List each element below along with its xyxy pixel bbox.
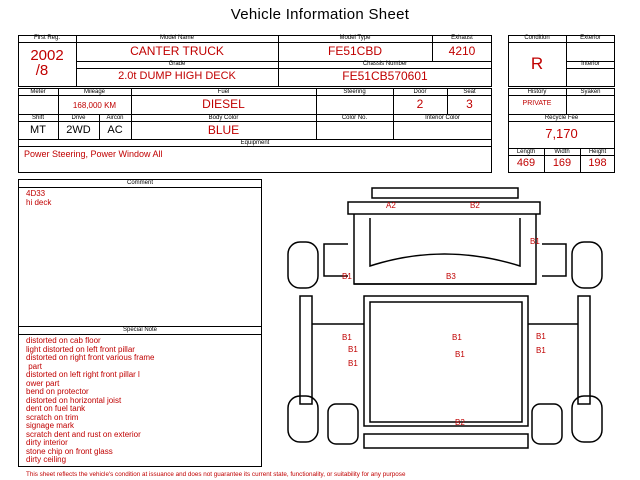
meter-label: Meter: [30, 89, 46, 95]
front-grille: [348, 202, 540, 214]
length-label: Length: [516, 149, 536, 155]
damage-mark: B1: [452, 333, 462, 342]
special-note-line: stone chip on front glass: [26, 446, 113, 456]
damage-mark: B3: [446, 272, 456, 281]
right-mirror: [542, 244, 566, 276]
recycle-fee: 7,170: [545, 126, 578, 141]
damage-mark: B1: [530, 237, 540, 246]
damage-mark: A2: [386, 201, 396, 210]
exterior-label: Exterior: [580, 35, 601, 41]
syaken-label: Syaken: [580, 89, 601, 95]
drive-label: Drive: [71, 115, 86, 121]
comment-line: 4D33: [26, 189, 46, 198]
special-note-line: scratch on trim: [26, 412, 79, 422]
front-right-wheel: [572, 242, 602, 288]
condition-label: Condition: [524, 35, 550, 41]
cargo-bed: [364, 296, 528, 426]
width: 169: [552, 157, 572, 169]
mileage-label: Mileage: [83, 89, 105, 95]
fuel-label: Fuel: [217, 89, 230, 95]
width-label: Width: [554, 149, 570, 155]
model-type-label: Model Type: [339, 35, 371, 41]
damage-mark: B1: [342, 272, 352, 281]
door-label: Door: [413, 89, 427, 95]
damage-mark: B2: [455, 418, 465, 427]
comment-label: Comment: [126, 180, 153, 186]
special-note-line: bend on protector: [26, 387, 89, 396]
shift-label: Shift: [31, 115, 44, 121]
left-side-rail: [300, 296, 312, 404]
damage-mark: B1: [348, 359, 358, 368]
special-note-line: light distorted on left front pillar: [26, 344, 135, 354]
rear-right-inner-wheel: [532, 404, 562, 444]
interior-label: Interior: [581, 61, 600, 67]
damage-mark: B1: [455, 350, 465, 359]
sheet-title: Vehicle Information Sheet: [230, 6, 410, 23]
exhaust-label: Exhaust: [451, 35, 473, 41]
aircon: AC: [107, 124, 123, 136]
rear-left-wheel: [288, 396, 318, 442]
first-reg-label: First Reg.: [33, 35, 60, 41]
body-color-label: Body Color: [208, 115, 239, 121]
history: PRIVATE: [522, 100, 552, 107]
seat-count: 3: [466, 97, 473, 111]
equipment: Power Steering, Power Window All: [24, 149, 163, 159]
rear-right-wheel: [572, 396, 602, 442]
special-note-line: distorted on left right front pillar l: [26, 370, 140, 379]
mileage: 168,000 KM: [72, 101, 117, 110]
rear-left-inner-wheel: [328, 404, 358, 444]
first-reg-year: 2002: [30, 47, 64, 64]
condition-grade: R: [530, 54, 544, 73]
equipment-label: Equipment: [240, 140, 270, 146]
special-note-line: dirty ceiling: [26, 455, 67, 464]
disclaimer: This sheet reflects the vehicle's condition at issuance and does not guarantee its current state, functionality, or suitability for any purpose: [26, 471, 406, 478]
model-name-label: Model Name: [159, 35, 194, 41]
model-type: FE51CBD: [327, 44, 383, 58]
length: 469: [516, 157, 536, 169]
damage-mark: B1: [536, 332, 546, 341]
damage-mark: B1: [536, 346, 546, 355]
special-note-line: distorted on right front various frame: [26, 353, 155, 362]
special-note-line: dirty interior: [26, 438, 68, 447]
aircon-label: Aircon: [106, 115, 124, 121]
special-note-line: scratch dent and rust on exterior: [26, 429, 141, 439]
front-bumper: [372, 188, 518, 198]
drive: 2WD: [66, 124, 91, 136]
shift: MT: [30, 124, 46, 136]
seat-label: Seat: [463, 89, 476, 95]
front-left-wheel: [288, 242, 318, 288]
special-note-line: distorted on horizontal joist: [26, 395, 122, 405]
cargo-bed-inner: [370, 302, 522, 422]
interior-color-label: Interior Color: [425, 115, 460, 121]
damage-mark: B1: [342, 333, 352, 342]
special-note-label: Special Note: [122, 327, 158, 333]
rear-bumper: [364, 434, 528, 448]
special-note-line: ower part: [26, 378, 60, 388]
grade: 2.0t DUMP HIGH DECK: [118, 70, 236, 82]
color-no-label: Color No.: [341, 115, 368, 121]
truck-diagram: [284, 184, 604, 466]
comment-line: hi deck: [26, 197, 52, 207]
cab-outline: [354, 214, 536, 284]
special-note-line: part: [26, 361, 43, 371]
body-color: BLUE: [207, 123, 240, 137]
steering-label: Steering: [343, 89, 366, 95]
exhaust: 4210: [448, 44, 476, 58]
chassis-number: FE51CB570601: [342, 69, 428, 83]
special-note-line: distorted on cab floor: [26, 336, 101, 345]
special-note-line: dent on fuel tank: [26, 404, 86, 413]
height: 198: [588, 157, 607, 169]
chassis-label: Chassis Number: [362, 61, 408, 67]
windshield: [370, 218, 520, 266]
fuel: DIESEL: [202, 97, 245, 111]
first-reg-month: /8: [35, 62, 49, 79]
grade-label: Grade: [168, 61, 186, 67]
damage-mark: B2: [470, 201, 480, 210]
door-count: 2: [416, 97, 424, 111]
height-label: Height: [588, 149, 607, 155]
right-side-rail: [578, 296, 590, 404]
model-name: CANTER TRUCK: [130, 44, 224, 58]
damage-mark: B1: [348, 345, 358, 354]
history-label: History: [527, 89, 547, 95]
special-note-line: signage mark: [26, 421, 75, 430]
recycle-fee-label: Recycle Fee: [544, 115, 579, 121]
